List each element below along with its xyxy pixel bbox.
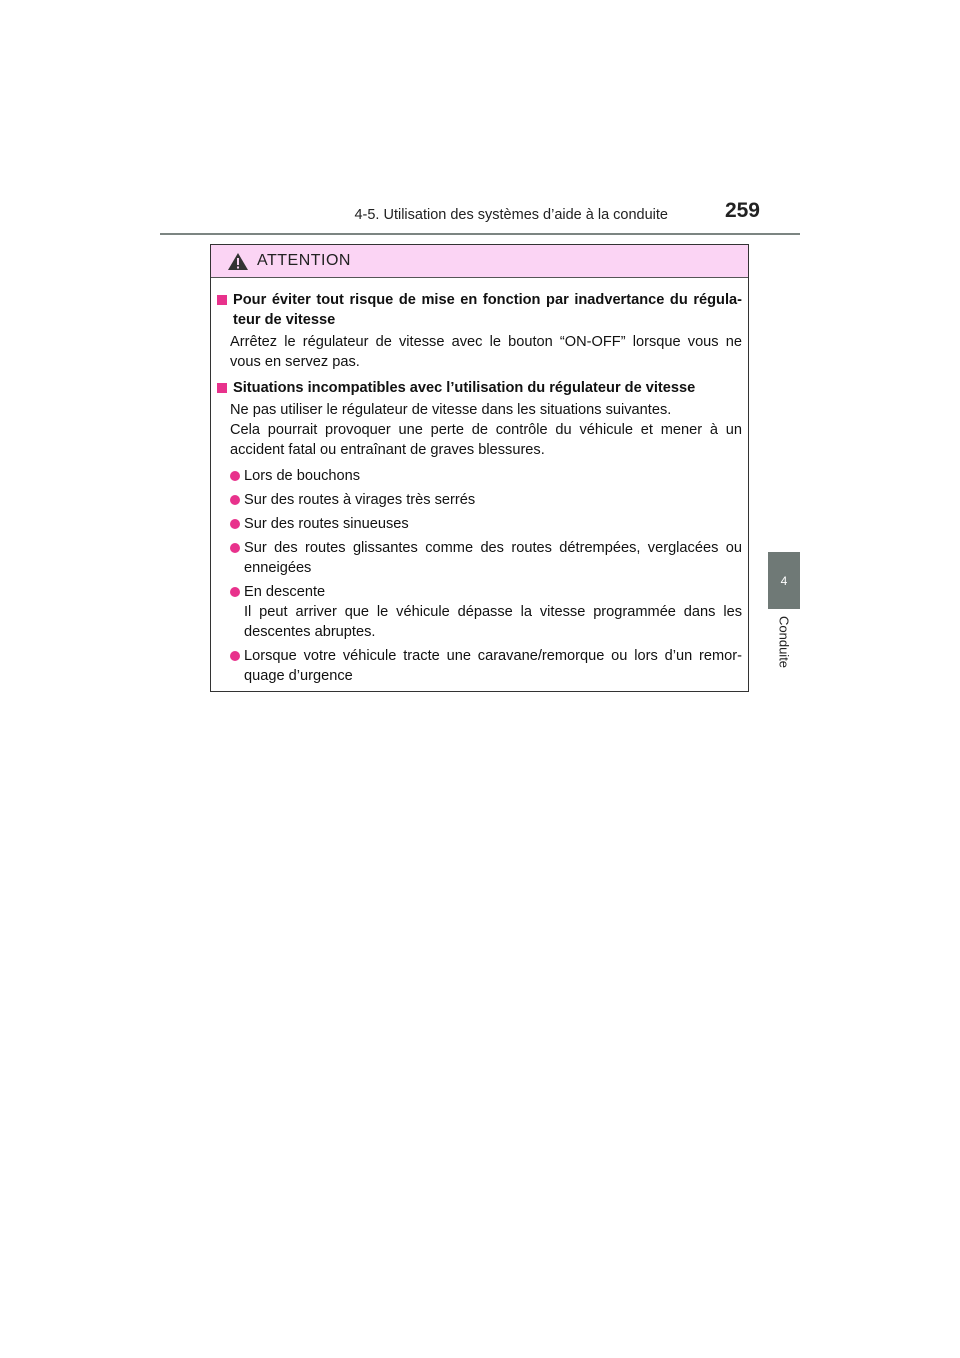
attention-box — [210, 244, 749, 692]
list-item — [230, 514, 742, 534]
list-item — [230, 538, 742, 578]
section-title: 4-5. Utilisation des systèmes d’aide à la conduite — [354, 207, 668, 223]
page-header — [160, 198, 800, 232]
attention-body — [211, 278, 748, 686]
list-item — [230, 646, 742, 686]
list-item-text: Sur des routes sinueuses — [244, 516, 409, 532]
list-item-text: Sur des routes à virages très serrés — [244, 492, 476, 508]
dot-bullet-icon — [230, 495, 240, 505]
topic-paragraph: Cela pourrait provoquer une perte de contrôle du véhicule et mener à un accident fatal ou entraînant de graves blessures. — [230, 422, 742, 458]
list-item-text — [244, 582, 742, 642]
dot-bullet-icon — [230, 471, 240, 481]
topic-heading — [217, 290, 742, 330]
topic-heading — [217, 378, 742, 398]
dot-bullet-icon — [230, 519, 240, 529]
list-item-text: Lors de bouchons — [244, 468, 361, 484]
list-item-title: En descente — [244, 584, 326, 600]
list-item-text: Lorsque votre véhicule tracte une caravane/remorque ou lors d’un remor-quage d’urgence — [244, 648, 742, 684]
topic-paragraph: Ne pas utiliser le régulateur de vitesse dans les situations suivantes. — [230, 402, 672, 418]
square-bullet-icon — [217, 295, 227, 305]
attention-header — [211, 245, 748, 278]
square-bullet-icon — [217, 383, 227, 393]
header-rule — [160, 233, 800, 235]
attention-title: ATTENTION — [257, 252, 351, 269]
dot-bullet-icon — [230, 651, 240, 661]
list-item — [230, 490, 742, 510]
dot-bullet-icon — [230, 543, 240, 553]
topic-title: Situations incompatibles avec l’utilisation du régulateur de vitesse — [233, 380, 696, 396]
chapter-label: Conduite — [776, 616, 792, 669]
page-number: 259 — [724, 199, 760, 222]
chapter-tab: 4 — [768, 552, 800, 609]
list-item — [230, 466, 742, 486]
topic-title: Pour éviter tout risque de mise en fonction par inadvertance du régula-teur de vitesse — [233, 292, 742, 328]
warning-triangle-icon — [227, 252, 249, 271]
dot-bullet-icon — [230, 587, 240, 597]
list-item-detail: Il peut arriver que le véhicule dépasse la vitesse programmée dans les descentes abruptes. — [244, 604, 742, 640]
list-item — [230, 582, 742, 642]
topic-paragraph: Arrêtez le régulateur de vitesse avec le bouton “ON-OFF” lorsque vous ne vous en servez pas. — [230, 334, 742, 370]
list-item-text: Sur des routes glissantes comme des routes détrempées, verglacées ou enneigées — [244, 540, 742, 576]
